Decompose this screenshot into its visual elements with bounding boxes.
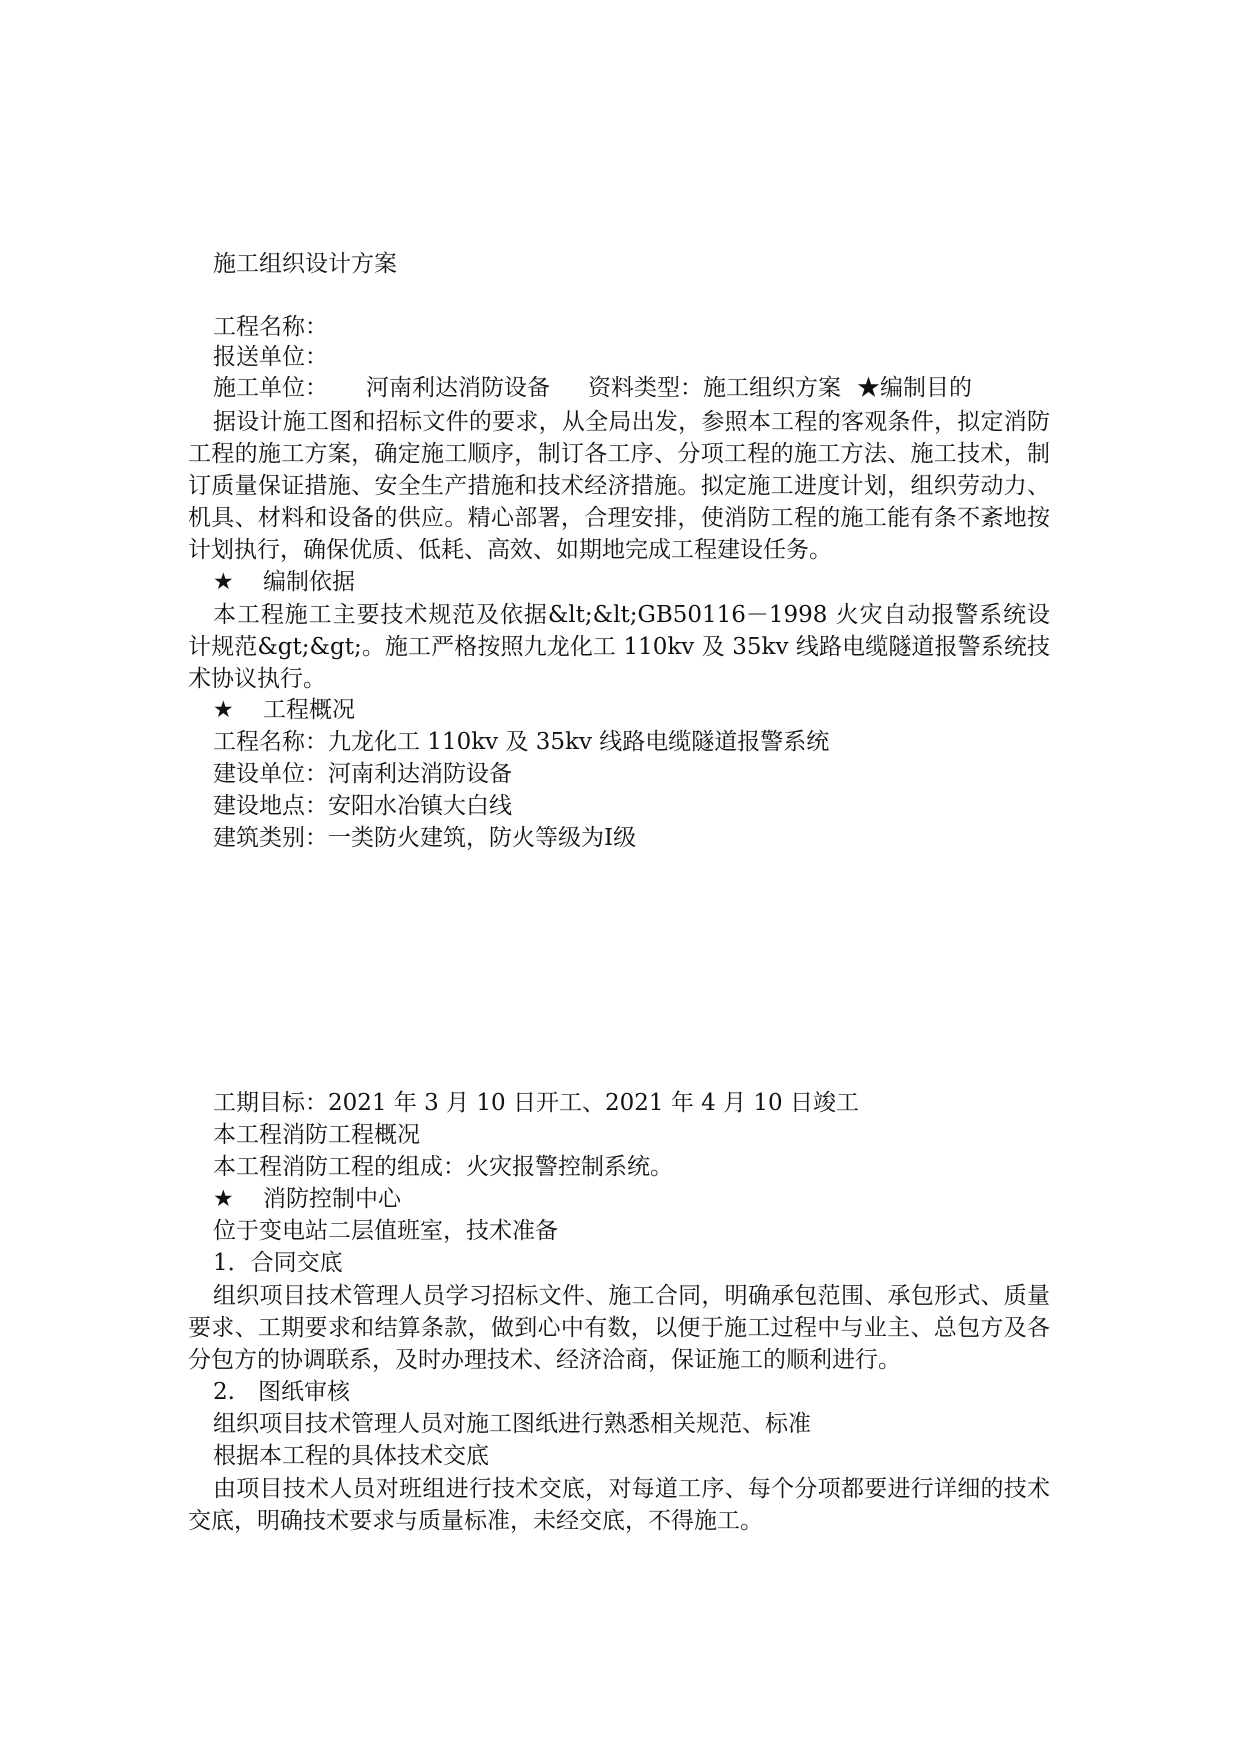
control-heading: 消防控制中心 [263, 1186, 401, 1212]
basis-paragraph: 本工程施工主要技术规范及依据&lt;&lt;GB50116－1998 火灾自动报警系统设计规范&gt;&gt;。施工严格按照九龙化工 110kv 及 35kv 线路电缆隧道报警系统技术协议执行。 [188, 602, 1050, 692]
disclosure-paragraph: 由项目技术人员对班组进行技术交底，对每道工序、每个分项都要进行详细的技术交底，明确技术要求与质量标准，未经交底，不得施工。 [188, 1476, 1050, 1534]
drawing-text: 组织项目技术管理人员对施工图纸进行熟悉相关规范、标准 [213, 1411, 811, 1437]
overview-project-name: 工程名称：九龙化工 110kv 及 35kv 线路电缆隧道报警系统 [213, 729, 830, 755]
star-icon: ★ [213, 569, 234, 595]
disclosure-heading: 根据本工程的具体技术交底 [213, 1443, 489, 1469]
purpose-heading: ★编制目的 [857, 375, 972, 401]
overview-builder: 建设单位：河南利达消防设备 [213, 761, 512, 787]
contract-paragraph: 组织项目技术管理人员学习招标文件、施工合同，明确承包范围、承包形式、质量要求、工期要求和结算条款，做到心中有数，以便于施工过程中与业主、总包方及各分包方的协调联系，及时办理技术、经济洽商，保证施工的顺利进行。 [188, 1283, 1050, 1373]
overview-heading-line [213, 695, 355, 725]
submit-unit-label: 报送单位： [213, 344, 328, 370]
control-location: 位于变电站二层值班室，技术准备 [213, 1218, 558, 1244]
purpose-paragraph: 据设计施工图和招标文件的要求，从全局出发，参照本工程的客观条件，拟定消防工程的施工方案，确定施工顺序，制订各工序、分项工程的施工方法、施工技术，制订质量保证措施、安全生产措施和技术经济措施。拟定施工进度计划，组织劳动力、机具、材料和设备的供应。精心部署，合理安排，使消防工程的施工能有条不紊地按计划执行，确保优质、低耗、高效、如期地完成工程建设任务。 [188, 409, 1050, 563]
document-title: 施工组织设计方案 [213, 251, 397, 277]
fire-overview: 本工程消防工程概况 [213, 1122, 420, 1148]
star-icon: ★ [213, 1186, 234, 1212]
data-type-label: 资料类型：施工组织方案 [588, 375, 841, 401]
overview-location: 建设地点：安阳水冶镇大白线 [213, 793, 512, 819]
construction-unit-label: 施工单位： [213, 375, 328, 401]
overview-heading: 工程概况 [263, 697, 355, 723]
schedule-target: 工期目标：2021 年 3 月 10 日开工、2021 年 4 月 10 日竣工 [213, 1090, 859, 1116]
overview-category: 建筑类别：一类防火建筑，防火等级为Ⅰ级 [213, 825, 637, 851]
basis-heading: 编制依据 [263, 569, 355, 595]
project-name-label: 工程名称： [213, 314, 328, 340]
control-heading-line [213, 1184, 401, 1214]
star-icon: ★ [213, 697, 234, 723]
construction-unit-line [213, 373, 972, 403]
contract-heading: 1．合同交底 [213, 1250, 343, 1276]
basis-heading-line [213, 567, 355, 597]
fire-composition: 本工程消防工程的组成：火灾报警控制系统。 [213, 1154, 673, 1180]
drawing-heading: 2. 图纸审核 [213, 1379, 350, 1405]
construction-unit-value: 河南利达消防设备 [366, 375, 550, 401]
